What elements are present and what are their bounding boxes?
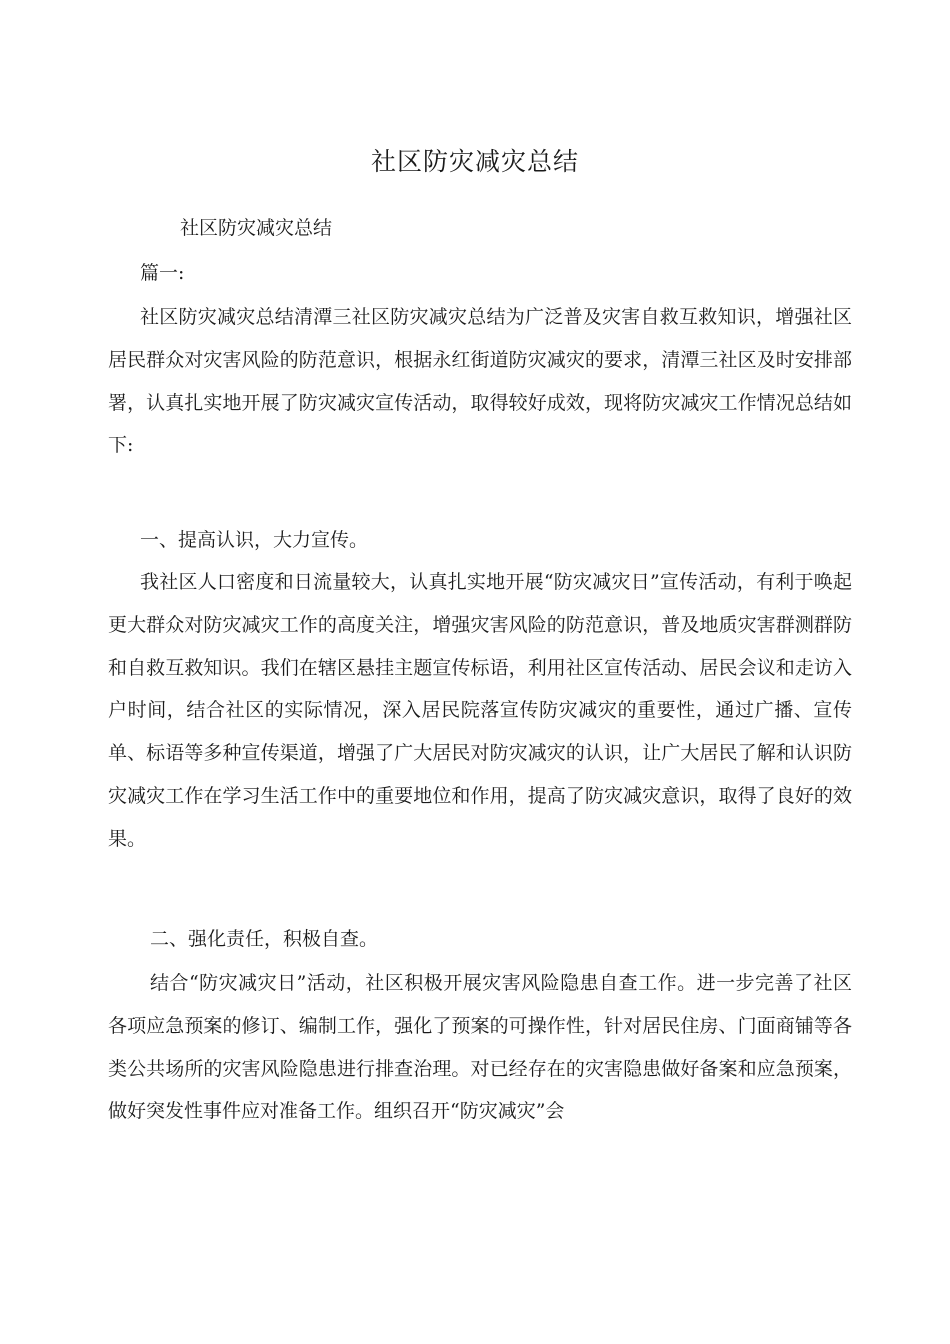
part-label: 篇一: xyxy=(140,262,185,284)
paragraph-section-1: 我社区人口密度和日流量较大，认真扎实地开展“防灾减灾日”宣传活动，有利于唤起更大群众对防灾减灾工作的高度关注，增强灾害风险的防范意识，普及地质灾害群测群防和自救互救知识。我们在辖区悬挂主题宣传标语，利用社区宣传活动、居民会议和走访入户时间，结合社区的实际情况，深入居民院落宣传防灾减灾的重要性，通过广播、宣传单、标语等多种宣传渠道，增强了广大居民对防灾减灾的认识，让广大居民了解和认识防灾减灾工作在学习生活工作中的重要地位和作用，提高了防灾减灾意识，取得了良好的效果。 xyxy=(108,571,852,850)
paragraph-section-2: 结合“防灾减灾日”活动，社区积极开展灾害风险隐患自查工作。进一步完善了社区各项应急预案的修订、编制工作，强化了预案的可操作性，针对居民住房、门面商铺等各类公共场所的灾害风险隐患进行排查治理。对已经存在的灾害隐患做好备案和应急预案，做好突发性事件应对准备工作。组织召开“防灾减灾”会 xyxy=(108,972,852,1123)
section-heading-1: 一、提高认识，大力宣传。 xyxy=(140,529,369,551)
document-subtitle: 社区防灾减灾总结 xyxy=(180,217,333,239)
section-heading-2: 二、强化责任，积极自查。 xyxy=(150,928,379,950)
document-title: 社区防灾减灾总结 xyxy=(370,147,579,176)
paragraph-intro: 社区防灾减灾总结清潭三社区防灾减灾总结为广泛普及灾害自救互救知识，增强社区居民群众对灾害风险的防范意识，根据永红街道防灾减灾的要求，清潭三社区及时安排部署，认真扎实地开展了防灾减灾宣传活动，取得较好成效，现将防灾减灾工作情况总结如下: xyxy=(108,306,852,457)
